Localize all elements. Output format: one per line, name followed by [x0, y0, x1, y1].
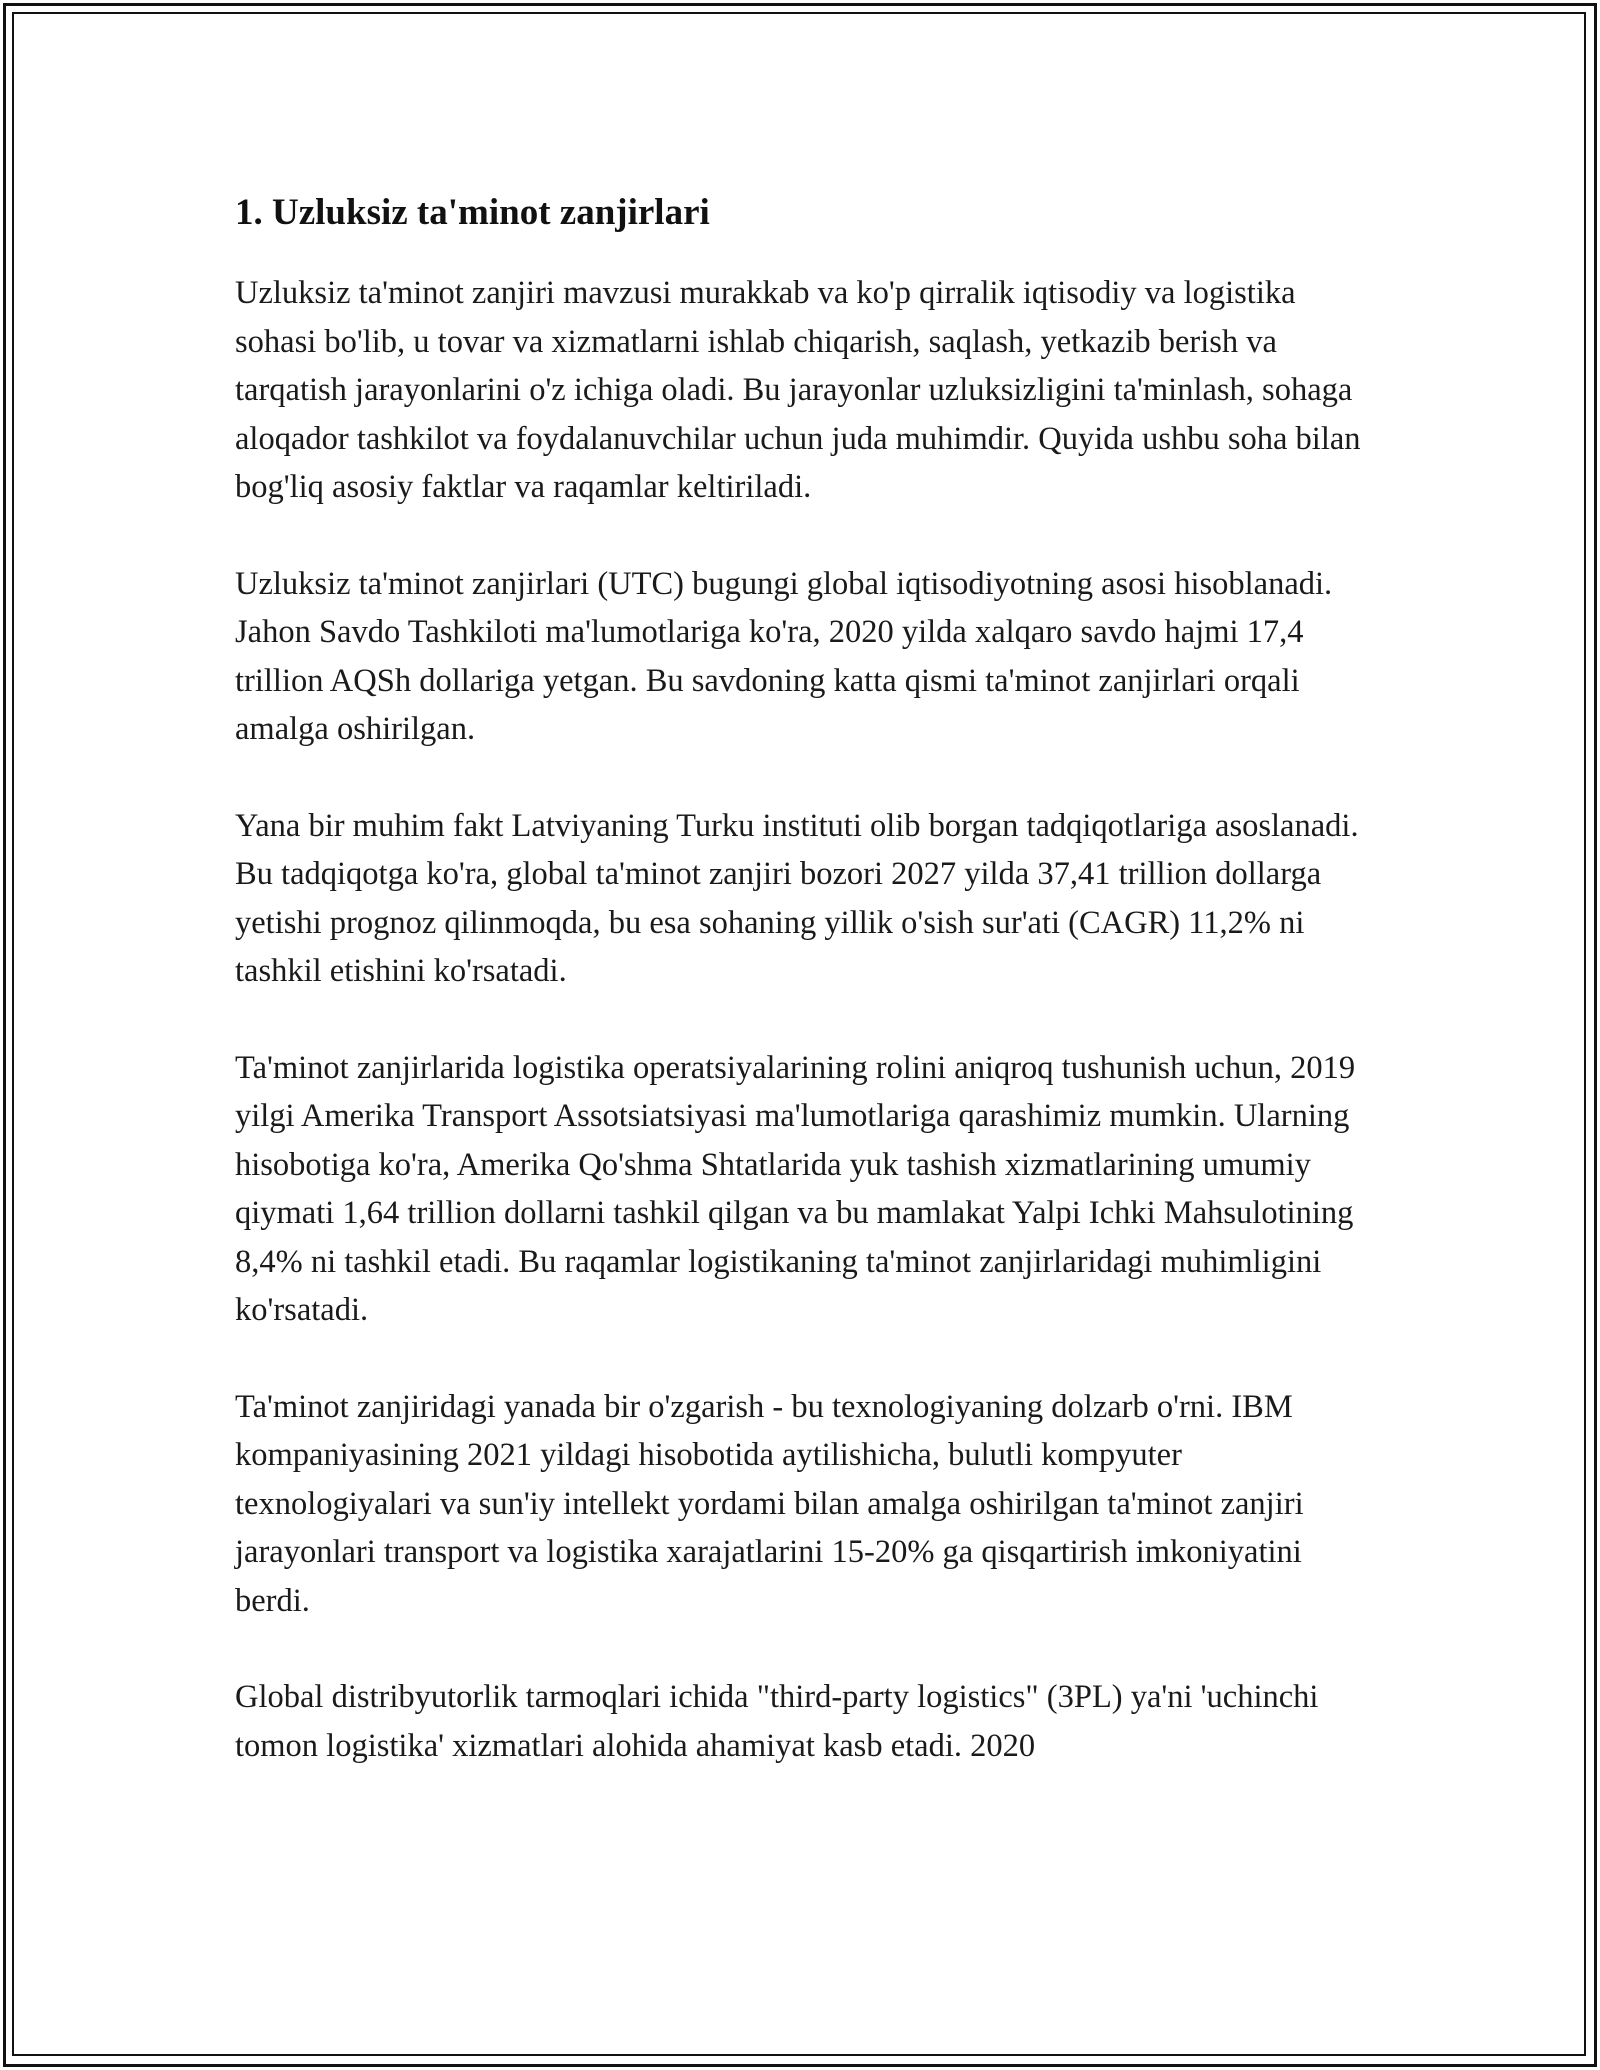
paragraph-market-forecast: Yana bir muhim fakt Latviyaning Turku instituti olib borgan tadqiqotlariga asoslanadi. Bu tadqiqotga ko'ra, global ta'minot zanjiri bozori 2027 yilda 37,41 trillion dollarga yetishi prognoz qilinmoqda, bu esa sohaning yillik o'sish sur'ati (CAGR) 11,2% ni tashkil etishini ko'rsatadi.	[235, 807, 1359, 989]
section-heading: 1. Uzluksiz ta'minot zanjirlari	[235, 192, 710, 233]
paragraph-logistics-role: Ta'minot zanjirlarida logistika operatsiyalarining rolini aniqroq tushunish uchun, 2019 yilgi Amerika Transport Assotsiatsiyasi ma'lumotlariga qarashimiz mumkin. Ularning hisobotiga ko'ra, Amerika Qo'shma Shtatlarida yuk tashish xizmatlarining umumiy qiymati 1,64 trillion dollarni tashkil qilgan va bu mamlakat Yalpi Ichki Mahsulotining 8,4% ni tashkil etadi. Bu raqamlar logistikaning ta'minot zanjirlaridagi muhimligini ko'rsatadi.	[235, 1049, 1356, 1328]
paragraph-global-trade: Uzluksiz ta'minot zanjirlari (UTC) bugungi global iqtisodiyotning asosi hisoblanadi. Jahon Savdo Tashkiloti ma'lumotlariga ko'ra, 2020 yilda xalqaro savdo hajmi 17,4 trillion AQSh dollariga yetgan. Bu savdoning katta qismi ta'minot zanjirlari orqali amalga oshirilgan.	[235, 565, 1333, 747]
document-body	[235, 183, 1365, 1818]
paragraph-3pl: Global distribyutorlik tarmoqlari ichida "third-party logistics" (3PL) ya'ni 'uchinchi tomon logistika' xizmatlari alohida ahamiyat kasb etadi. 2020	[235, 1679, 1319, 1764]
paragraph-intro: Uzluksiz ta'minot zanjiri mavzusi murakkab va ko'p qirralik iqtisodiy va logistika sohasi bo'lib, u tovar va xizmatlarni ishlab chiqarish, saqlash, yetkazib berish va tarqatish jarayonlarini o'z ichiga oladi. Bu jarayonlar uzluksizligini ta'minlash, sohaga aloqador tashkilot va foydalanuvchilar uchun juda muhimdir. Quyida ushbu soha bilan bog'liq asosiy faktlar va raqamlar keltiriladi.	[235, 275, 1361, 505]
paragraph-technology: Ta'minot zanjiridagi yanada bir o'zgarish - bu texnologiyaning dolzarb o'rni. IBM kompaniyasining 2021 yildagi hisobotida aytilishicha, bulutli kompyuter texnologiyalari va sun'iy intellekt yordami bilan amalga oshirilgan ta'minot zanjiri jarayonlari transport va logistika xarajatlarini 15-20% ga qisqartirish imkoniyatini berdi.	[235, 1388, 1304, 1619]
